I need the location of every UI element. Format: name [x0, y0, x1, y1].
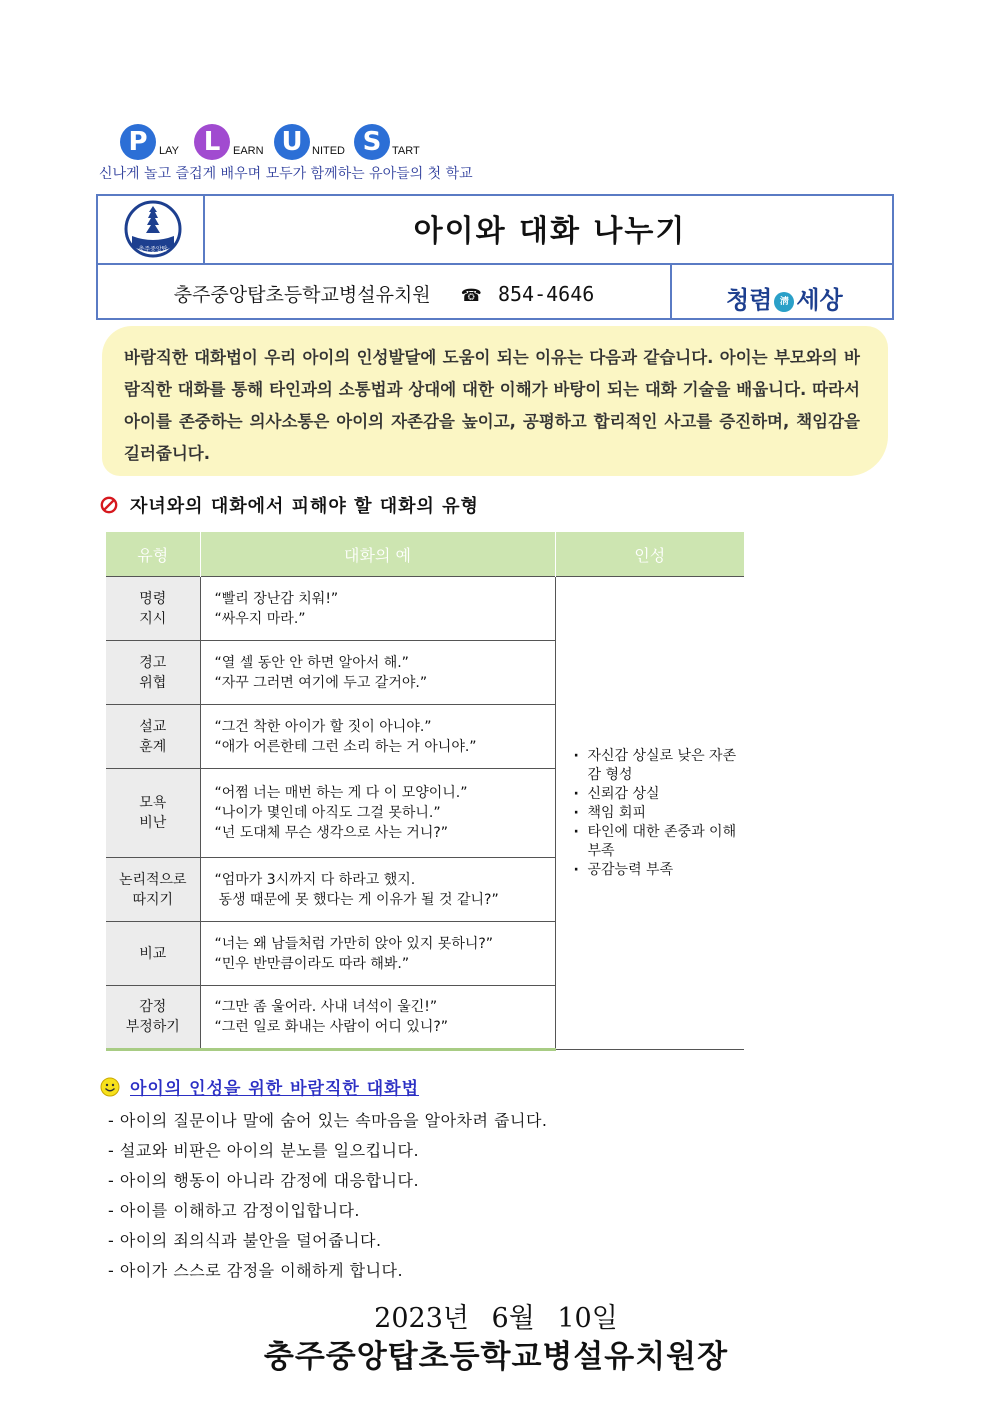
example-line: “열 셀 동안 안 하면 알아서 해.”	[214, 654, 409, 671]
type-cell	[106, 705, 200, 769]
type-cell	[106, 641, 200, 705]
nature-list	[574, 747, 744, 880]
section-avoid-heading	[100, 492, 479, 518]
table-header-row	[106, 532, 744, 577]
type-cell	[106, 769, 200, 858]
header-nature: 인성	[555, 532, 744, 577]
plus-letter-p: P	[120, 124, 156, 160]
header-divider	[203, 196, 205, 263]
tip-item: - 아이가 스스로 감정을 이해하게 합니다.	[108, 1261, 404, 1280]
plus-rest-learn: EARN	[233, 145, 264, 157]
example-cell	[200, 858, 555, 922]
tip-item: - 아이를 이해하고 감정이입합니다.	[108, 1201, 361, 1220]
nature-item: · 신뢰감 상실	[574, 785, 744, 804]
example-line: “그건 착한 아이가 할 짓이 아니야.”	[214, 718, 432, 735]
brand-right: 세상	[796, 285, 843, 314]
example-line: “너는 왜 남들처럼 가만히 앉아 있지 못하니?”	[214, 935, 494, 952]
integrity-logo	[726, 280, 843, 315]
nature-item: · 타인에 대한 존중과 이해 부족	[574, 823, 744, 861]
example-line: “민우 반만큼이라도 따라 해봐.”	[214, 955, 410, 972]
type-cell	[106, 858, 200, 922]
type-line: 논리적으로	[118, 871, 187, 888]
type-cell	[106, 986, 200, 1050]
example-line: “넌 도대체 무슨 생각으로 사는 거니?”	[214, 825, 449, 841]
example-line: “빨리 장난감 치워!”	[214, 590, 339, 607]
tips-list	[108, 1106, 548, 1286]
section-good-title: 아이의 인성을 위한 바람직한 대화법	[130, 1079, 420, 1099]
smiley-icon	[100, 1077, 120, 1097]
tip-item: - 아이의 죄의식과 불안을 덜어줍니다.	[108, 1231, 382, 1250]
plus-rest-start: TART	[392, 145, 420, 157]
type-line: 경고	[139, 654, 167, 671]
example-line: “엄마가 3시까지 다 하라고 했지.	[214, 871, 416, 888]
header-example: 대화의 예	[200, 532, 555, 577]
emblem-text: 충주중앙탑	[138, 246, 168, 253]
type-line: 비난	[139, 815, 167, 831]
nature-item: · 자신감 상실로 낮은 자존감 형성	[574, 747, 744, 785]
section-avoid-title: 자녀와의 대화에서 피해야 할 대화의 유형	[130, 496, 479, 517]
type-line: 명령	[139, 590, 167, 607]
phone-number: 854-4646	[497, 282, 595, 306]
school-name: 충주중앙탑초등학교병설유치원	[173, 284, 431, 306]
tip-item: - 아이의 행동이 아니라 감정에 대응합니다.	[108, 1171, 420, 1190]
header-divider	[98, 263, 892, 265]
header-divider	[670, 263, 672, 318]
table-row	[106, 577, 744, 641]
example-cell	[200, 705, 555, 769]
header-type: 유형	[106, 532, 200, 577]
example-line: “그런 일로 화내는 사람이 어디 있니?”	[214, 1019, 449, 1035]
plus-letter-s: S	[354, 124, 390, 160]
example-line: “싸우지 마라.”	[214, 610, 306, 627]
example-line: “어쩜 너는 매번 하는 게 다 이 모양이니.”	[214, 785, 468, 801]
type-line: 모욕	[139, 795, 167, 811]
nature-item: · 책임 회피	[574, 804, 744, 823]
example-cell	[200, 769, 555, 858]
prohibited-icon	[100, 496, 118, 514]
header-box	[96, 194, 894, 320]
school-contact	[98, 280, 670, 307]
type-line: 부정하기	[125, 1019, 180, 1035]
intro-box	[102, 326, 888, 476]
type-line: 위협	[139, 674, 167, 691]
type-line: 따지기	[132, 891, 174, 908]
school-emblem-icon	[124, 200, 182, 258]
type-line: 지시	[139, 610, 167, 627]
type-line: 비교	[139, 945, 167, 962]
phone-icon: ☎	[460, 286, 482, 306]
example-cell	[200, 577, 555, 641]
plus-letter-l: L	[194, 124, 230, 160]
type-cell	[106, 922, 200, 986]
section-good-heading	[100, 1074, 419, 1099]
type-line: 감정	[139, 999, 167, 1015]
type-line: 훈계	[139, 738, 167, 755]
document-date: 2023년 6월 10일	[374, 1303, 618, 1334]
example-line: “자꾸 그러면 여기에 두고 갈거야.”	[214, 674, 428, 691]
type-cell	[106, 577, 200, 641]
intro-text: 바람직한 대화법이 우리 아이의 인성발달에 도움이 되는 이유는 다음과 같습니다. 아이는 부모와의 바람직한 대화를 통해 타인과의 소통법과 상대에 대한 이해가 바탕이 되는 대화 기술을 배웁니다. 따라서 아이를 존중하는 의사소통은 아이의 자존감을 높이고, 공평하고 합리적인 사고를 증진하며, 책임감을 길러줍니다.	[124, 348, 860, 463]
plus-letter-u: U	[274, 124, 310, 160]
tagline: 신나게 놀고 즐겁게 배우며 모두가 함께하는 유아들의 첫 학교	[99, 166, 473, 182]
example-line: “나이가 몇인데 아직도 그걸 못하니.”	[214, 805, 441, 821]
brand-left: 청렴	[726, 285, 773, 314]
signer: 충주중앙탑초등학교병설유치원장	[263, 1339, 729, 1375]
conversation-types-table	[106, 532, 744, 1051]
example-cell	[200, 641, 555, 705]
tip-item: - 아이의 질문이나 말에 숨어 있는 속마음을 알아차려 줍니다.	[108, 1111, 548, 1130]
nature-item: · 공감능력 부족	[574, 861, 744, 880]
tip-item: - 설교와 비판은 아이의 분노를 일으킵니다.	[108, 1141, 420, 1160]
plus-rest-play: LAY	[159, 145, 179, 157]
plus-rest-united: NITED	[312, 145, 345, 157]
example-line: “그만 좀 울어라. 사내 녀석이 울긴!”	[214, 999, 438, 1015]
example-cell	[200, 922, 555, 986]
example-line: “애가 어른한테 그런 소리 하는 거 아니야.”	[214, 738, 477, 755]
nature-cell	[555, 577, 744, 1050]
brand-mark-icon: 淸	[774, 292, 794, 312]
page-title: 아이와 대화 나누기	[413, 214, 687, 249]
example-cell	[200, 986, 555, 1050]
example-line: 동생 때문에 못 했다는 게 이유가 될 것 같니?”	[218, 891, 499, 908]
type-line: 설교	[139, 718, 167, 735]
